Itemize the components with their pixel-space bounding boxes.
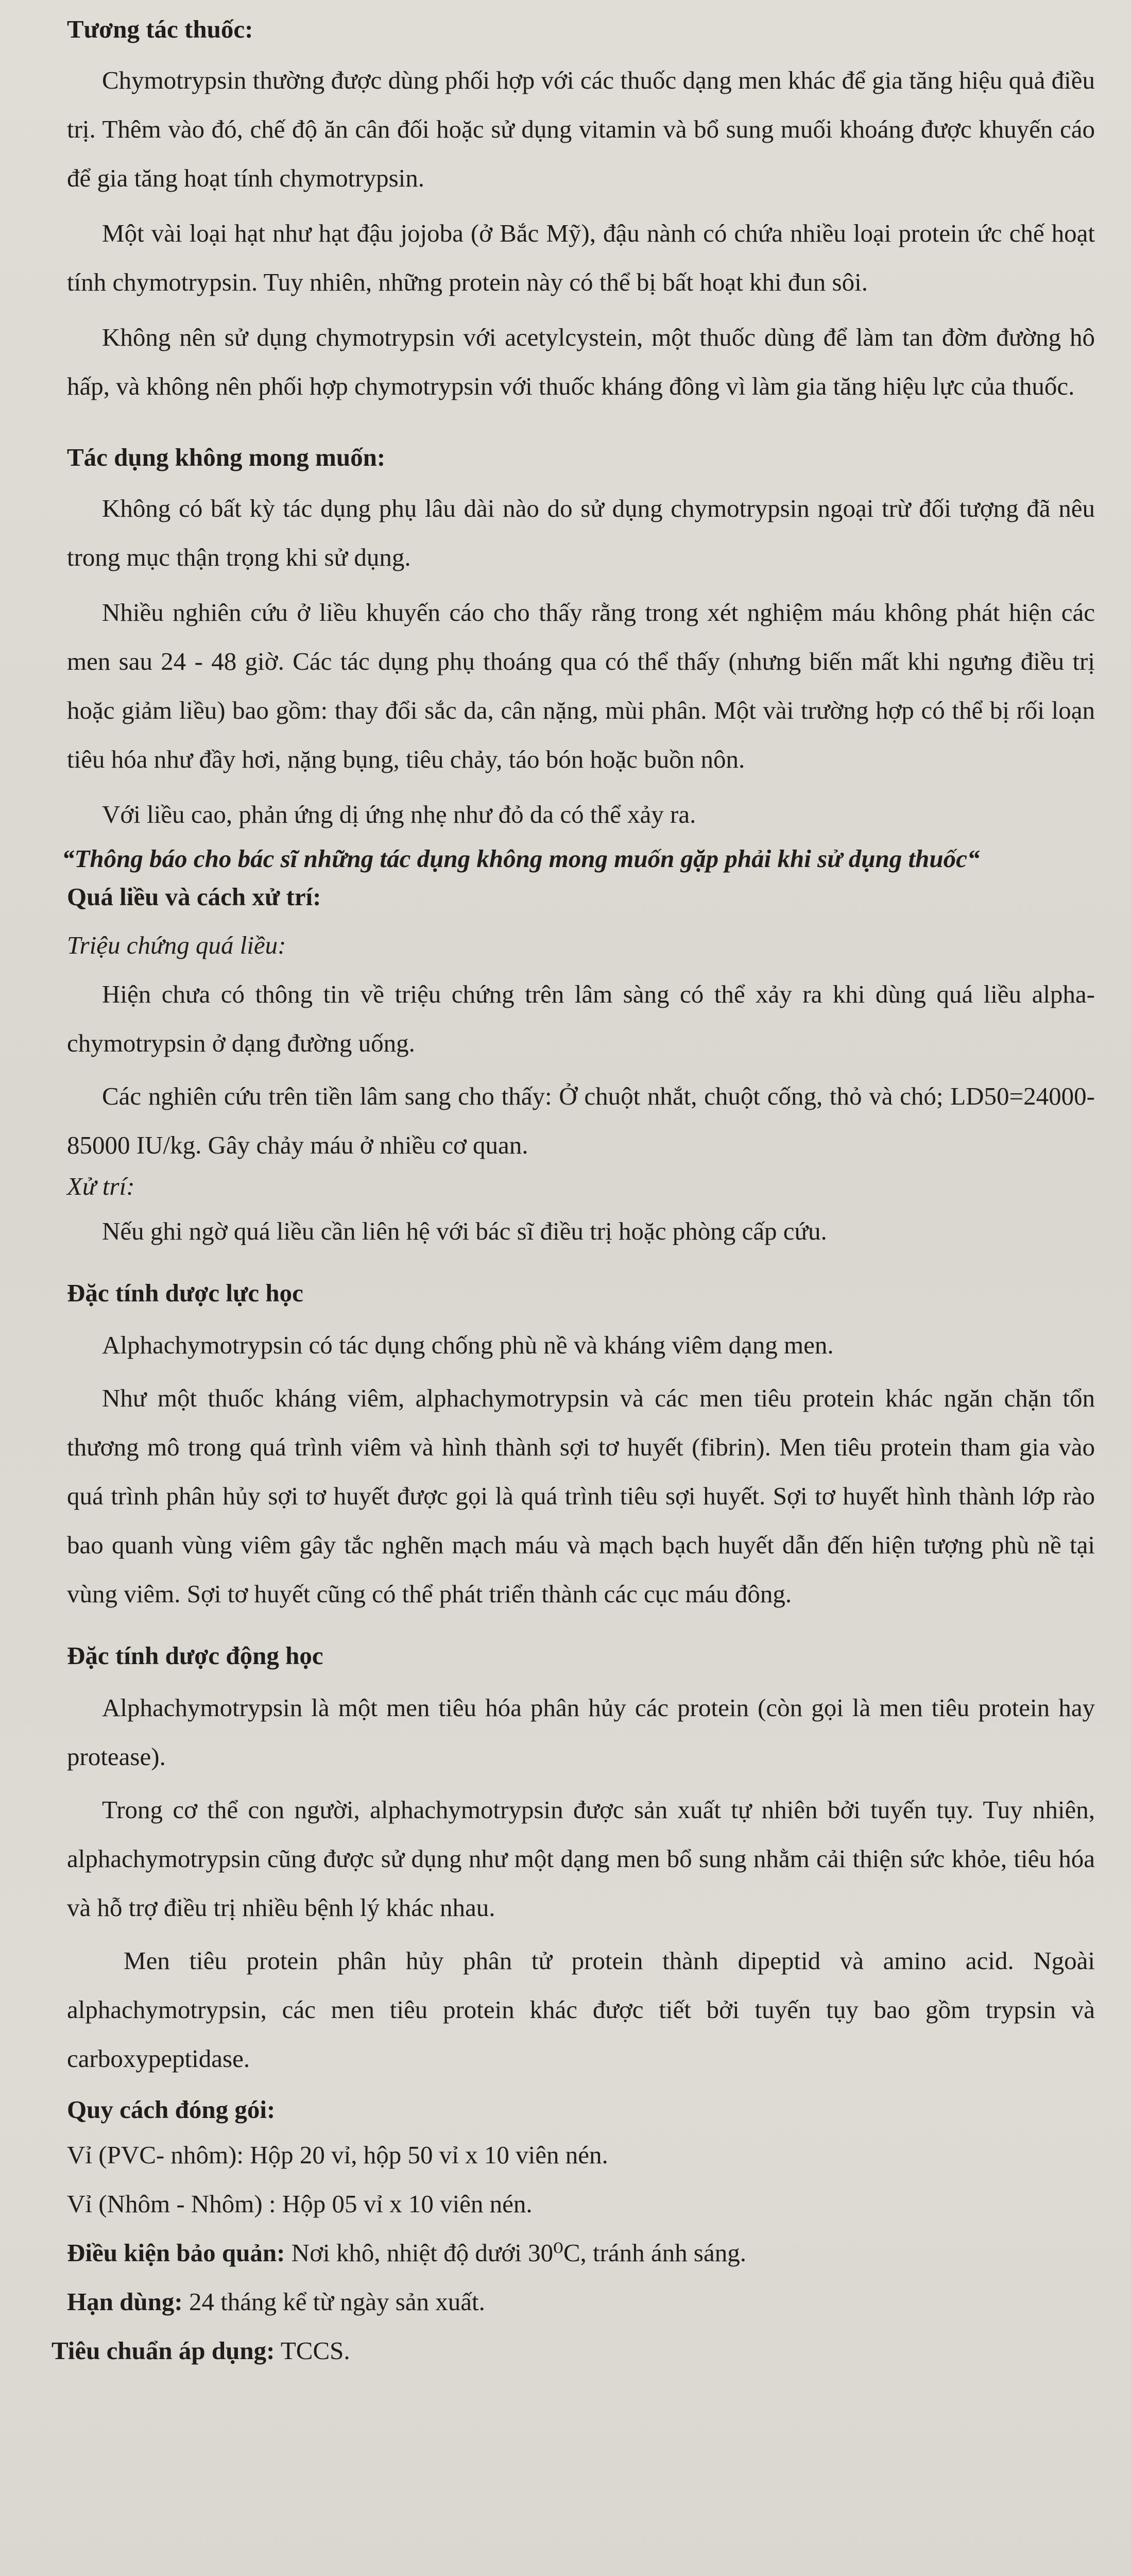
paragraph: Alphachymotrypsin có tác dụng chống phù nề và kháng viêm dạng men. [102,1331,834,1359]
paragraph: Trong cơ thể con người, alphachymotrypsin được sản xuất tự nhiên bởi tuyến tụy. Tuy nhiên, alphachymotrypsin cũng được sử dụng như một dạng men bổ sung nhằm cải thiện sức khỏe, tiêu hóa và hỗ trợ điều trị nhiều bệnh lý khác nhau. [67,1795,1095,1922]
section-overdose [67,880,1095,1256]
packaging-line: Vỉ (PVC- nhôm): Hộp 20 vỉ, hộp 50 vỉ x 10 viên nén. [67,2141,608,2169]
section-packaging [67,2089,1095,2228]
paragraph: Alphachymotrypsin là một men tiêu hóa phân hủy các protein (còn gọi là men tiêu protein hay protease). [67,1693,1095,1771]
expiry-value: 24 tháng kể từ ngày sản xuất. [182,2287,485,2316]
section-side-effects [62,440,1095,876]
storage-label: Điều kiện bảo quản: [67,2239,285,2267]
heading-pharmacokinetics: Đặc tính dược động học [67,1641,323,1670]
heading-drug-interactions: Tương tác thuốc: [67,15,253,43]
storage-value: Nơi khô, nhiệt độ dưới 30⁰C, tránh ánh sáng. [285,2239,746,2267]
packaging-line: Vỉ (Nhôm - Nhôm) : Hộp 05 vỉ x 10 viên nén. [67,2190,533,2218]
section-pharmacokinetics [67,1639,1095,2083]
overdose-symptoms-label: Triệu chứng quá liều: [67,931,286,959]
paragraph: Hiện chưa có thông tin về triệu chứng trên lâm sàng có thể xảy ra khi dùng quá liều alpha-chymotrypsin ở dạng đường uống. [67,980,1095,1057]
expiry-label: Hạn dùng: [67,2287,183,2316]
overdose-treatment-label: Xử trí: [67,1172,135,1200]
heading-overdose: Quá liều và cách xử trí: [67,883,321,911]
paragraph: Chymotrypsin thường được dùng phối hợp với các thuốc dạng men khác để gia tăng hiệu quả điều trị. Thêm vào đó, chế độ ăn cân đối hoặc sử dụng vitamin và bổ sung muối khoáng được khuyến cáo để gia tăng hoạt tính chymotrypsin. [67,66,1095,192]
standard-label: Tiêu chuẩn áp dụng: [52,2336,275,2365]
expiry [67,2277,1095,2326]
paragraph: Không nên sử dụng chymotrypsin với acetylcystein, một thuốc dùng để làm tan đờm đường hô hấp, và không nên phối hợp chymotrypsin với thuốc kháng đông vì làm gia tăng hiệu lực của thuốc. [67,323,1095,400]
paragraph: Nhiều nghiên cứu ở liều khuyến cáo cho thấy rằng trong xét nghiệm máu không phát hiện các men sau 24 - 48 giờ. Các tác dụng phụ thoáng qua có thể thấy (nhưng biến mất khi ngưng điều trị hoặc giảm liều) bao gồm: thay đổi sắc da, cân nặng, mùi phân. Một vài trường hợp có thể bị rối loạn tiêu hóa như đầy hơi, nặng bụng, tiêu chảy, táo bón hoặc buồn nôn. [67,598,1095,773]
section-drug-interactions [67,12,1095,411]
storage-conditions [67,2228,1095,2277]
heading-pharmacodynamics: Đặc tính dược lực học [67,1279,303,1307]
paragraph: Một vài loại hạt như hạt đậu jojoba (ở Bắc Mỹ), đậu nành có chứa nhiều loại protein ức chế hoạt tính chymotrypsin. Tuy nhiên, những protein này có thể bị bất hoạt khi đun sôi. [67,219,1095,296]
paragraph: Các nghiên cứu trên tiền lâm sang cho thấy: Ở chuột nhắt, chuột cống, thỏ và chó; LD50=24000-85000 IU/kg. Gây chảy máu ở nhiều cơ quan. [67,1082,1095,1159]
paragraph: Men tiêu protein phân hủy phân tử protein thành dipeptid và amino acid. Ngoài alphachymotrypsin, các men tiêu protein khác được tiết bởi tuyến tụy bao gồm trypsin và carboxypeptidase. [67,1946,1095,2073]
side-effects-notice: “Thông báo cho bác sĩ những tác dụng không mong muốn gặp phải khi sử dụng thuốc“ [62,844,980,873]
paragraph: Nếu ghi ngờ quá liều cần liên hệ với bác sĩ điều trị hoặc phòng cấp cứu. [102,1217,827,1245]
heading-side-effects: Tác dụng không mong muốn: [67,443,386,471]
standard [52,2326,1095,2375]
section-pharmacodynamics [67,1276,1095,1618]
paragraph: Như một thuốc kháng viêm, alphachymotrypsin và các men tiêu protein khác ngăn chặn tổn thương mô trong quá trình viêm và hình thành sợi tơ huyết (fibrin). Men tiêu protein tham gia vào quá trình phân hủy sợi tơ huyết được gọi là quá trình tiêu sợi huyết. Sợi tơ huyết hình thành lớp rào bao quanh vùng viêm gây tắc nghẽn mạch máu và mạch bạch huyết dẫn đến hiện tượng phù nề tại vùng viêm. Sợi tơ huyết cũng có thể phát triển thành các cục máu đông. [67,1384,1095,1608]
heading-packaging: Quy cách đóng gói: [67,2095,276,2124]
standard-value: TCCS. [275,2336,350,2365]
paragraph: Với liều cao, phản ứng dị ứng nhẹ như đỏ da có thể xảy ra. [102,800,696,828]
paragraph: Không có bất kỳ tác dụng phụ lâu dài nào do sử dụng chymotrypsin ngoại trừ đối tượng đã nêu trong mục thận trọng khi sử dụng. [67,494,1095,571]
